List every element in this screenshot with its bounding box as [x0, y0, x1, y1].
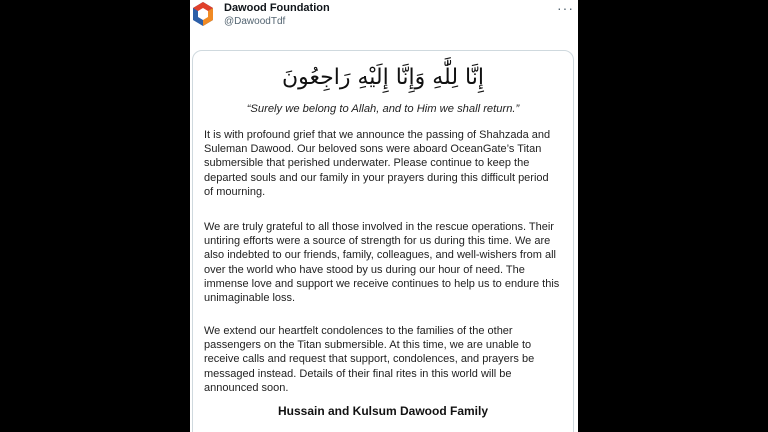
- paragraph-announcement: It is with profound grief that we announce the passing of Shahzada and Suleman Dawood. Our beloved sons were aboard OceanGate’s Titan submersible that perished underwater. Please continue to keep the departed souls and our family in your prayers during this difficult period of mourning.: [204, 129, 551, 198]
- statement-image: [192, 50, 574, 432]
- paragraph-gratitude: We are truly grateful to all those involved in the rescue operations. Their untiring efforts were a source of strength for us during this time. We are also indebted to our friends, family, colleagues, and well-wishers from all over the world who have stood by us during our hour of need. The immense love and support we receive continues to help us to endure this unimaginable loss.: [204, 221, 560, 305]
- account-name[interactable]: Dawood Foundation: [224, 2, 330, 14]
- avatar[interactable]: [192, 1, 214, 27]
- tweet-header: [190, 0, 578, 36]
- verse-translation: “Surely we belong to Allah, and to Him we shall return.”: [246, 103, 520, 115]
- signature: Hussain and Kulsum Dawood Family: [277, 404, 489, 418]
- account-handle[interactable]: @DawoodTdf: [224, 16, 286, 27]
- tweet: [190, 0, 578, 432]
- dawood-foundation-logo-icon: [192, 1, 214, 27]
- paragraph-condolences: We extend our heartfelt condolences to the families of the other passengers on the Titan submersible. At this time, we are unable to receive calls and request that support, condolences, and prayers be messaged instead. Details of their final rites in this world will be announced soon.: [204, 325, 535, 394]
- arabic-verse: إِنَّا لِلَّٰهِ وَإِنَّا إِلَيْهِ رَاجِعُونَ: [282, 65, 484, 90]
- more-options-icon[interactable]: ···: [557, 0, 574, 16]
